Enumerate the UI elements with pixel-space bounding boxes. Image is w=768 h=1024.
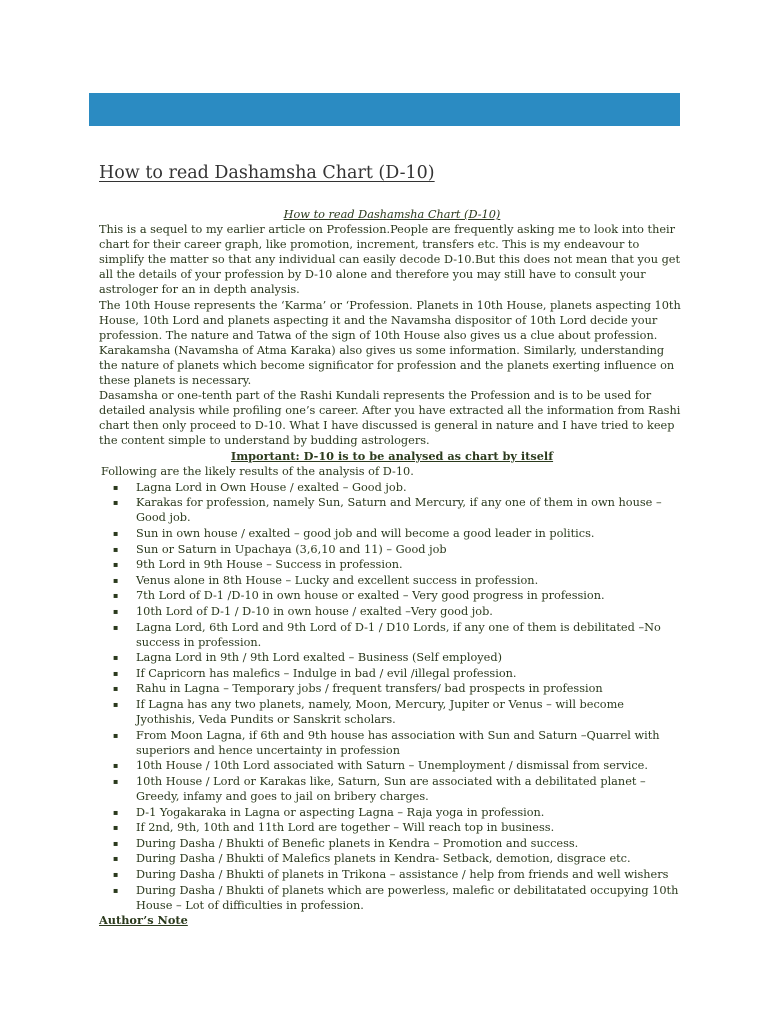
result-list-item	[99, 851, 685, 866]
result-list-item	[99, 526, 685, 541]
result-list-item	[99, 588, 685, 603]
square-bullet-icon: ▪	[113, 575, 119, 585]
result-text: During Dasha / Bhukti of planets which are powerless, malefic or debilitatated occupying 10th House – Lot of difficulties in profession.	[136, 883, 679, 912]
document-title: How to read Dashamsha Chart (D-10)	[99, 163, 435, 183]
result-list-item	[99, 681, 685, 696]
square-bullet-icon: ▪	[113, 498, 119, 508]
square-bullet-icon: ▪	[113, 684, 119, 694]
square-bullet-icon: ▪	[113, 482, 119, 492]
square-bullet-icon: ▪	[113, 560, 119, 570]
paragraph: The 10th House represents the ‘Karma’ or ‘Profession. Planets in 10th House, planets aspecting 10th House, 10th Lord and planets aspecting it and the Navamsha dispositor of 10th Lord decide your profession. The nature and Tatwa of the sign of 10th House also gives us a clue about profession.	[99, 298, 681, 342]
result-list-item	[99, 820, 685, 835]
result-list-item	[99, 758, 685, 773]
result-list-item	[99, 557, 685, 572]
square-bullet-icon: ▪	[113, 700, 119, 709]
result-list-item	[99, 867, 685, 882]
square-bullet-icon: ▪	[113, 528, 119, 538]
result-text: Lagna Lord in 9th / 9th Lord exalted – Business (Self employed)	[136, 651, 502, 665]
result-text: During Dasha / Bhukti of planets in Trikona – assistance / help from friends and well wishers	[136, 868, 669, 882]
result-list-item	[99, 620, 685, 650]
square-bullet-icon: ▪	[113, 885, 119, 895]
result-list-item	[99, 805, 685, 820]
square-bullet-icon: ▪	[113, 761, 119, 771]
paragraph: Dasamsha or one-tenth part of the Rashi Kundali represents the Profession and is to be used for detailed analysis while profiling one’s career. After you have extracted all the information from Rashi chart then only proceed to D-10. What I have discussed is general in nature and I have tried to keep the content simple to understand by budding astrologers.	[99, 389, 681, 448]
result-text: If 2nd, 9th, 10th and 11th Lord are together – Will reach top in business.	[136, 821, 555, 835]
result-text: 7th Lord of D-1 /D-10 in own house or exalted – Very good progress in profession.	[136, 589, 605, 603]
result-text: Venus alone in 8th House – Lucky and excellent success in profession.	[136, 573, 539, 587]
result-list-item	[99, 604, 685, 619]
result-list-item	[99, 728, 685, 758]
square-bullet-icon: ▪	[113, 854, 119, 864]
result-list-item	[99, 774, 685, 804]
square-bullet-icon: ▪	[113, 807, 119, 817]
result-list-item	[99, 666, 685, 681]
result-text: 10th Lord of D-1 / D-10 in own house / exalted –Very good job.	[136, 604, 493, 618]
square-bullet-icon: ▪	[113, 653, 119, 663]
result-list-item	[99, 573, 685, 588]
result-list-item	[99, 542, 685, 557]
square-bullet-icon: ▪	[113, 544, 119, 554]
result-text: 10th House / 10th Lord associated with Saturn – Unemployment / dismissal from service.	[136, 759, 648, 773]
result-list-item	[99, 650, 685, 665]
results-list	[99, 480, 685, 913]
square-bullet-icon: ▪	[113, 622, 119, 632]
result-list-item	[99, 697, 685, 727]
result-text: 9th Lord in 9th House – Success in profession.	[136, 558, 403, 572]
square-bullet-icon: ▪	[113, 668, 119, 678]
paragraph: Karakamsha (Navamsha of Atma Karaka) also gives us some information. Similarly, understanding the nature of planets which become significator for profession and the planets exerting influence on these planets is necessary.	[99, 343, 675, 388]
results-intro: Following are the likely results of the analysis of D-10.	[101, 464, 414, 478]
result-list-item	[99, 495, 685, 525]
square-bullet-icon: ▪	[113, 606, 119, 616]
paragraph: This is a sequel to my earlier article on Profession.People are frequently asking me to look into their chart for their career graph, like promotion, increment, transfers etc. This is my endeavour to simplify the matter so that any individual can easily decode D-10.But this does not mean that you get all the details of your profession by D-10 alone and therefore you may still have to consult your astrologer for an in depth analysis.	[99, 223, 681, 297]
square-bullet-icon: ▪	[113, 730, 119, 740]
article-subtitle: How to read Dashamsha Chart (D-10)	[283, 208, 501, 221]
result-text: 10th House / Lord or Karakas like, Saturn, Sun are associated with a debilitated planet – Greedy, infamy and goes to jail on bribery charges.	[136, 774, 646, 804]
square-bullet-icon: ▪	[113, 591, 119, 601]
result-text: Karakas for profession, namely Sun, Saturn and Mercury, if any one of them in own house – Good job.	[136, 496, 662, 525]
authors-note-heading: Author’s Note	[99, 913, 188, 928]
result-text: Sun or Saturn in Upachaya (3,6,10 and 11) – Good job	[136, 542, 447, 556]
result-text: From Moon Lagna, if 6th and 9th house has association with Sun and Saturn –Quarrel with superiors and hence uncertainty in profession	[136, 728, 660, 757]
result-text: During Dasha / Bhukti of Benefic planets in Kendra – Promotion and success.	[136, 836, 579, 850]
square-bullet-icon: ▪	[113, 838, 119, 848]
result-text: Sun in own house / exalted – good job and will become a good leader in politics.	[136, 526, 595, 540]
result-text: Rahu in Lagna – Temporary jobs / frequent transfers/ bad prospects in profession	[136, 682, 603, 696]
result-text: Lagna Lord in Own House / exalted – Good job.	[136, 480, 407, 494]
result-list-item	[99, 883, 685, 913]
result-text: If Lagna has any two planets, namely, Moon, Mercury, Jupiter or Venus – will become Jyothishis, Veda Pundits or Sanskrit scholars.	[136, 698, 624, 727]
square-bullet-icon: ▪	[113, 823, 119, 833]
result-list-item	[99, 836, 685, 851]
result-text: D-1 Yogakaraka in Lagna or aspecting Lagna – Raja yoga in profession.	[136, 805, 545, 819]
square-bullet-icon: ▪	[113, 870, 119, 880]
article-body	[99, 207, 685, 928]
result-text: During Dasha / Bhukti of Malefics planets in Kendra- Setback, demotion, disgrace etc.	[136, 852, 631, 866]
important-heading: Important: D-10 is to be analysed as chart by itself	[230, 448, 554, 463]
square-bullet-icon: ▪	[113, 776, 119, 786]
result-list-item	[99, 480, 685, 495]
result-text: Lagna Lord, 6th Lord and 9th Lord of D-1 / D10 Lords, if any one of them is debilitated –No success in profession.	[136, 620, 661, 649]
header-banner	[89, 93, 680, 126]
result-text: If Capricorn has malefics – Indulge in bad / evil /illegal profession.	[136, 666, 517, 680]
